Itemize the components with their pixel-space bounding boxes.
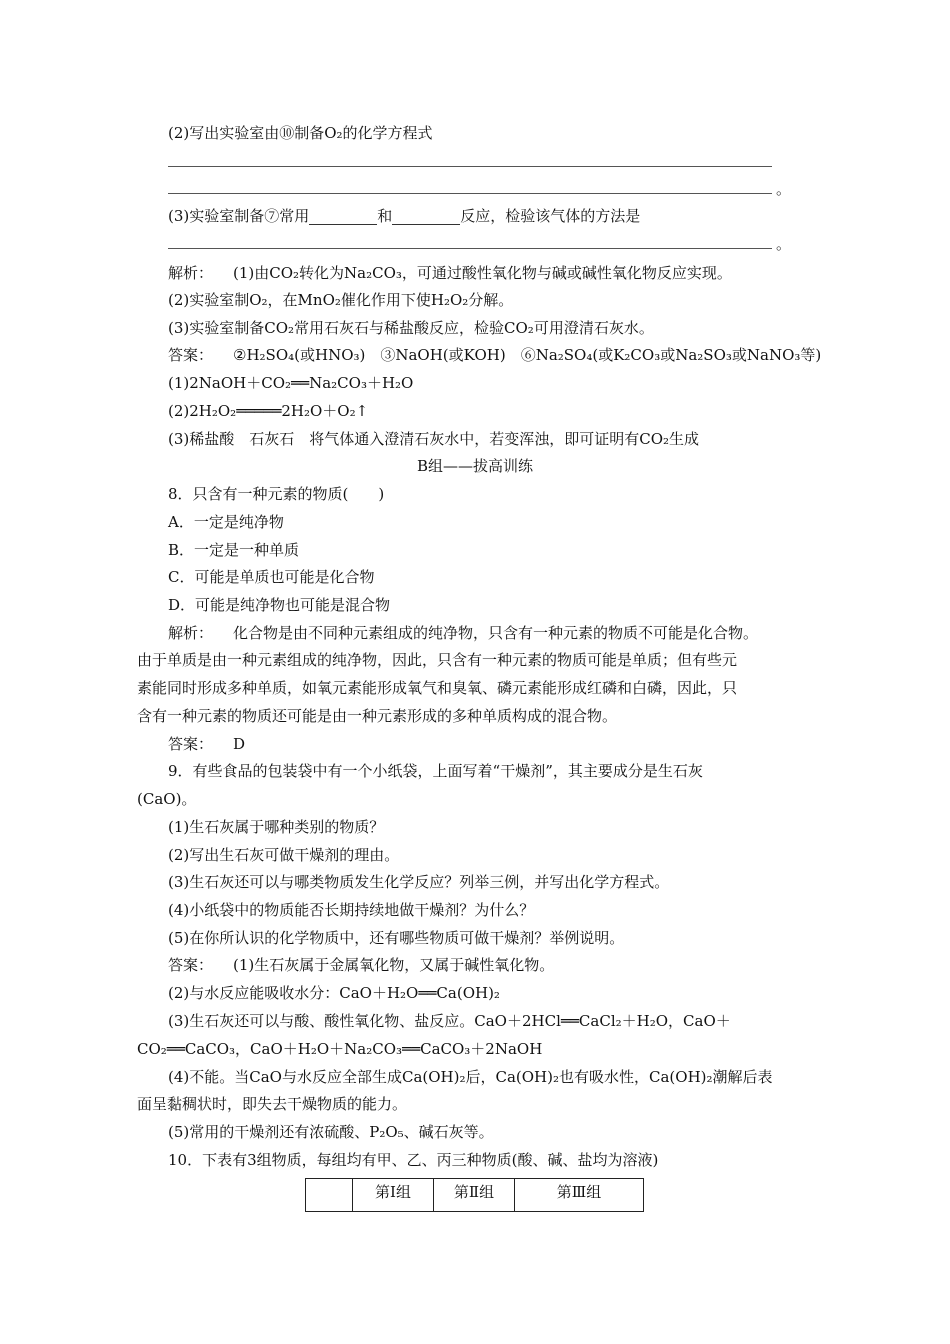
q9-answer-1 xyxy=(168,956,554,974)
q9-question-4: (4)小纸袋中的物质能否长期持续地做干燥剂？为什么？ xyxy=(168,901,535,919)
q7-part3-text-b: 反应，检验该气体的方法是 xyxy=(460,207,641,225)
period: 。 xyxy=(776,235,792,253)
q9-answer-4-l2: 面呈黏稠状时，即失去干燥物质的能力。 xyxy=(137,1095,408,1113)
q8-analysis-l3: 素能同时形成多种单质，如氧元素能形成氧气和臭氧、磷元素能形成红磷和白磷，因此，只 xyxy=(137,679,738,697)
analysis-label: 解析： xyxy=(168,264,214,282)
table-header-cell: 第Ⅰ组 xyxy=(353,1179,434,1212)
q8-option-d: D．可能是纯净物也可能是混合物 xyxy=(168,596,391,614)
q7-analysis-1 xyxy=(168,264,732,282)
q8-answer xyxy=(168,735,245,753)
q8-stem: 8．只含有一种元素的物质( ) xyxy=(168,485,385,503)
q7-answer-head xyxy=(168,346,821,364)
q9-stem-l1: 9．有些食品的包装袋中有一个小纸袋，上面写着“干燥剂”，其主要成分是生石灰 xyxy=(168,762,703,780)
q8-analysis-l1 xyxy=(168,624,758,642)
analysis-text: 化合物是由不同种元素组成的纯净物，只含有一种元素的物质不可能是化合物。 xyxy=(233,624,759,642)
table-header-row xyxy=(306,1179,644,1212)
q9-answer-4-l1: (4)不能。当CaO与水反应全部生成Ca(OH)₂后，Ca(OH)₂也有吸水性，Ca(OH)₂潮解后表 xyxy=(168,1068,773,1086)
answer-blank-line xyxy=(168,166,772,167)
q9-question-2: (2)写出生石灰可做干燥剂的理由。 xyxy=(168,846,400,864)
q9-question-5: (5)在你所认识的化学物质中，还有哪些物质可做干燥剂？举例说明。 xyxy=(168,929,625,947)
table-header-cell xyxy=(306,1179,353,1212)
q7-part3-text-a: (3)实验室制备⑦常用 xyxy=(168,207,310,225)
q7-part3-and: 和 xyxy=(377,207,393,225)
fill-blank xyxy=(392,210,460,225)
answer-text: ②H₂SO₄(或HNO₃) ③NaOH(或KOH) ⑥Na₂SO₄(或K₂CO₃或Na₂SO₃或NaNO₃等) xyxy=(233,346,822,364)
q9-answer-3-l2: CO₂══CaCO₃，CaO＋H₂O＋Na₂CO₃══CaCO₃＋2NaOH xyxy=(137,1040,543,1058)
answer-text: (1)生石灰属于金属氧化物，又属于碱性氧化物。 xyxy=(233,956,555,974)
q9-question-1: (1)生石灰属于哪种类别的物质？ xyxy=(168,818,385,836)
q7-analysis-2: (2)实验室制O₂，在MnO₂催化作用下使H₂O₂分解。 xyxy=(168,291,514,309)
q10-table xyxy=(305,1178,644,1212)
table-header-cell: 第Ⅲ组 xyxy=(515,1179,644,1212)
period: 。 xyxy=(776,180,792,198)
q9-answer-5: (5)常用的干燥剂还有浓硫酸、P₂O₅、碱石灰等。 xyxy=(168,1123,494,1141)
table-header-cell: 第Ⅱ组 xyxy=(434,1179,515,1212)
answer-label: 答案： xyxy=(168,956,214,974)
q9-answer-3-l1: (3)生石灰还可以与酸、酸性氧化物、盐反应。CaO＋2HCl══CaCl₂＋H₂O，CaO＋ xyxy=(168,1012,731,1030)
q8-option-c: C．可能是单质也可能是化合物 xyxy=(168,568,375,586)
q7-part3-prompt xyxy=(168,207,640,225)
answer-blank-line xyxy=(168,248,772,249)
answer-label: 答案： xyxy=(168,735,214,753)
q7-part2-prompt: (2)写出实验室由⑩制备O₂的化学方程式 xyxy=(168,124,433,142)
q8-analysis-l4: 含有一种元素的物质还可能是由一种元素形成的多种单质构成的混合物。 xyxy=(137,707,618,725)
q7-answer-1: (1)2NaOH＋CO₂══Na₂CO₃＋H₂O xyxy=(168,374,414,392)
q9-stem-l2: (CaO)。 xyxy=(137,790,197,808)
section-title: B组——拔高训练 xyxy=(416,457,534,475)
analysis-text: (1)由CO₂转化为Na₂CO₃，可通过酸性氧化物与碱或碱性氧化物反应实现。 xyxy=(233,264,732,282)
q8-option-a: A．一定是纯净物 xyxy=(168,513,284,531)
analysis-label: 解析： xyxy=(168,624,214,642)
q10-stem: 10．下表有3组物质，每组均有甲、乙、丙三种物质(酸、碱、盐均为溶液) xyxy=(168,1151,659,1169)
q8-option-b: B．一定是一种单质 xyxy=(168,541,300,559)
q7-answer-2: (2)2H₂O₂═════2H₂O＋O₂↑ xyxy=(168,402,369,420)
q7-analysis-3: (3)实验室制备CO₂常用石灰石与稀盐酸反应，检验CO₂可用澄清石灰水。 xyxy=(168,319,654,337)
q8-analysis-l2: 由于单质是由一种元素组成的纯净物，因此，只含有一种元素的物质可能是单质；但有些元 xyxy=(137,651,738,669)
answer-label: 答案： xyxy=(168,346,214,364)
fill-blank xyxy=(309,210,377,225)
q9-answer-2: (2)与水反应能吸收水分：CaO＋H₂O══Ca(OH)₂ xyxy=(168,984,500,1002)
q7-answer-3: (3)稀盐酸 石灰石 将气体通入澄清石灰水中，若变浑浊，即可证明有CO₂生成 xyxy=(168,430,700,448)
q9-question-3: (3)生石灰还可以与哪类物质发生化学反应？列举三例，并写出化学方程式。 xyxy=(168,873,670,891)
answer-text: D xyxy=(233,735,246,753)
answer-blank-line xyxy=(168,193,772,194)
